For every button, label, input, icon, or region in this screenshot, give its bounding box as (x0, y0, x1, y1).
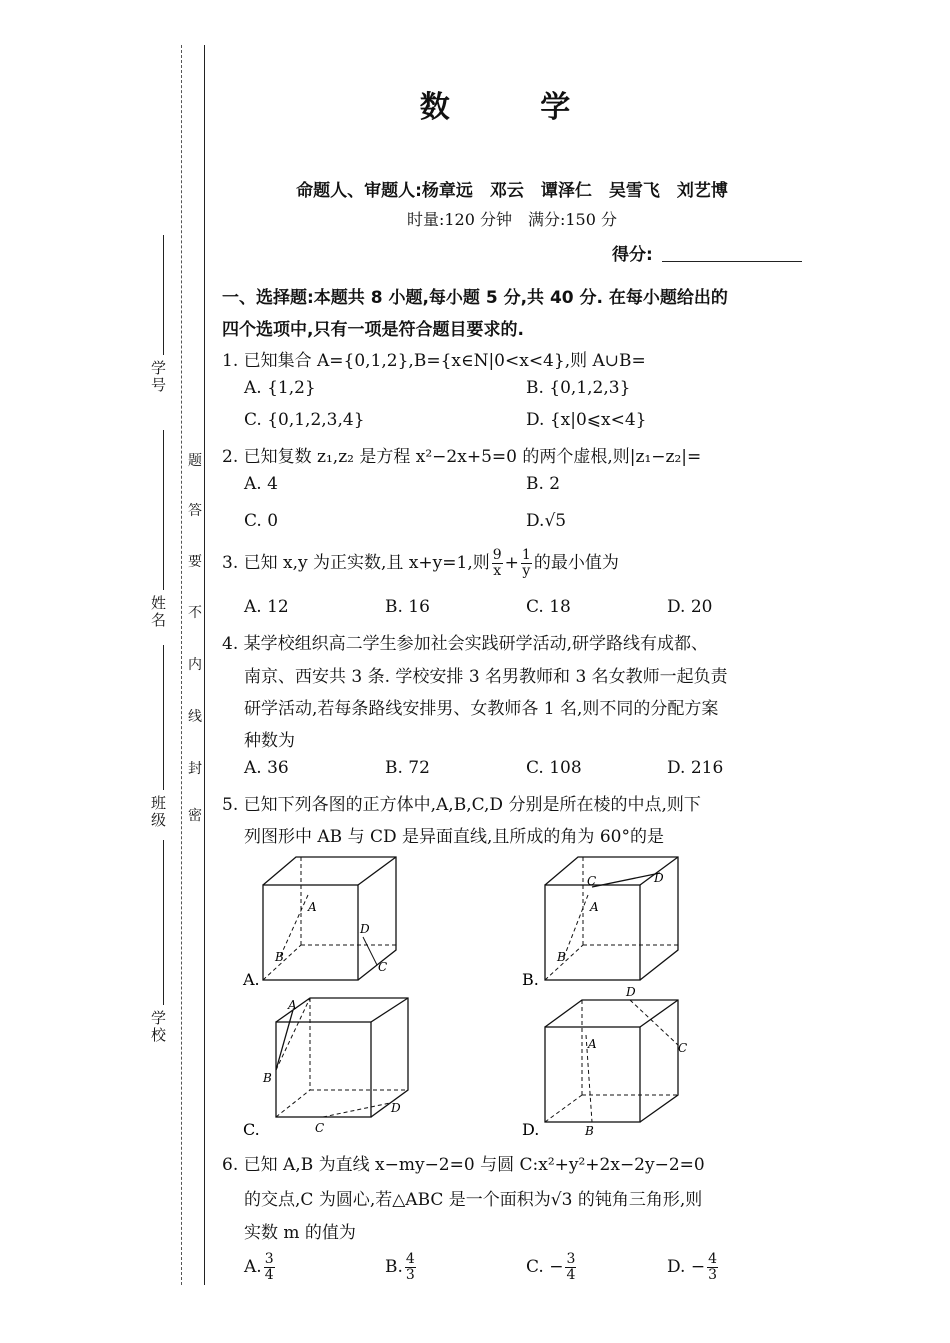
point-label: B (557, 950, 566, 964)
side-label-name: 姓名 (149, 595, 167, 629)
question-stem (222, 548, 812, 579)
denominator: y (522, 563, 531, 579)
point-label: D (654, 871, 664, 885)
option-prefix: C. − (526, 1257, 564, 1277)
option-d: D. 216 (667, 758, 724, 778)
option-prefix: D. (526, 511, 545, 531)
section-heading: 一、选择题:本题共 8 小题,每小题 5 分,共 40 分. 在每小题给出的 (222, 288, 728, 308)
question-stem: 种数为 (244, 731, 295, 751)
question-stem: 1. 已知集合 A={0,1,2},B={x∈N|0<x<4},则 A∪B= (222, 351, 646, 371)
name-blank (163, 430, 164, 590)
number-blank (163, 235, 164, 355)
option-d (667, 1252, 720, 1283)
section-heading: 四个选项中,只有一项是符合题目要求的. (222, 320, 524, 340)
score-label: 得分: (612, 245, 653, 265)
school-blank (163, 840, 164, 1005)
sqrt-value: √5 (544, 511, 567, 531)
denominator: 3 (708, 1267, 717, 1283)
numerator: 4 (405, 1251, 415, 1267)
stem-text: 的最小值为 (533, 553, 619, 573)
option-a (244, 1252, 277, 1283)
question-stem: 2. 已知复数 z₁,z₂ 是方程 x²−2x+5=0 的两个虚根,则|z₁−z₂|= (222, 447, 702, 467)
point-label: A (288, 998, 297, 1012)
seal-char: 线 (188, 709, 202, 725)
class-blank (163, 645, 164, 790)
authors-line: 命题人、审题人:杨章远 邓云 谭泽仁 吴雪飞 刘艺博 (296, 181, 728, 201)
fraction (492, 548, 503, 579)
option-a: A. 4 (244, 474, 278, 494)
point-label: C (315, 1121, 325, 1135)
numerator: 4 (708, 1251, 717, 1267)
denominator: 3 (405, 1267, 415, 1283)
question-stem: 实数 m 的值为 (244, 1223, 356, 1243)
option-b (385, 1252, 418, 1283)
question-stem: 4. 某学校组织高二学生参加社会实践研学活动,研学路线有成都、 (222, 634, 709, 654)
cube-figure-a (238, 855, 408, 990)
question-stem: 5. 已知下列各图的正方体中,A,B,C,D 分别是所在棱的中点,则下 (222, 795, 701, 815)
option-d (526, 511, 566, 531)
side-label-class: 班级 (149, 795, 167, 829)
point-label: C (587, 874, 597, 888)
seal-char: 内 (188, 657, 202, 673)
point-label: D (391, 1101, 401, 1115)
question-stem: 6. 已知 A,B 为直线 x−my−2=0 与圆 C:x²+y²+2x−2y−2=0 (222, 1155, 705, 1175)
figure-label: A. (243, 970, 260, 989)
fraction (565, 1252, 576, 1283)
option-a: A. {1,2} (244, 378, 316, 398)
denominator: x (493, 563, 502, 579)
page-title: 数 学 (419, 90, 611, 125)
side-label-school: 学校 (149, 1010, 167, 1044)
point-label: B (275, 950, 284, 964)
side-label-number: 学号 (149, 360, 167, 394)
cube-figure-b (520, 855, 690, 990)
option-prefix: B. (385, 1257, 403, 1277)
point-label: A (590, 900, 599, 914)
figure-label: C. (243, 1120, 260, 1139)
seal-char: 答 (188, 503, 202, 519)
numerator: 9 (492, 547, 502, 563)
seal-char: 不 (188, 605, 202, 621)
numerator: 1 (521, 547, 531, 563)
option-c (526, 1252, 578, 1283)
cube-figure-d (520, 985, 695, 1140)
point-label: D (626, 985, 636, 999)
seal-char: 题 (188, 453, 202, 469)
point-label: A (588, 1037, 597, 1051)
point-label: A (308, 900, 317, 914)
figure-label: B. (522, 970, 539, 989)
question-stem: 研学活动,若每条路线安排男、女教师各 1 名,则不同的分配方案 (244, 699, 719, 719)
denominator: 4 (566, 1267, 576, 1283)
seal-char: 要 (188, 554, 202, 570)
option-c: C. 18 (526, 597, 571, 617)
seal-char: 密 (188, 808, 202, 824)
seal-char: 封 (188, 761, 202, 777)
binding-solid-line (204, 45, 205, 1285)
fraction (707, 1252, 718, 1283)
stem-text: 3. 已知 x,y 为正实数,且 x+y=1,则 (222, 553, 490, 573)
numerator: 3 (566, 1251, 576, 1267)
option-a: A. 12 (244, 597, 289, 617)
fraction (405, 1252, 416, 1283)
cube-figure-c (238, 990, 413, 1140)
option-d: D. 20 (667, 597, 713, 617)
option-prefix: D. − (667, 1257, 706, 1277)
figure-label: D. (522, 1120, 540, 1139)
option-a: A. 36 (244, 758, 289, 778)
fraction (264, 1252, 275, 1283)
score-blank[interactable] (662, 261, 802, 262)
option-c: C. 0 (244, 511, 279, 531)
plus-sign: + (504, 553, 519, 573)
option-c: C. {0,1,2,3,4} (244, 410, 365, 430)
option-b: B. 2 (526, 474, 561, 494)
denominator: 4 (264, 1267, 274, 1283)
option-b: B. 16 (385, 597, 430, 617)
question-stem: 列图形中 AB 与 CD 是异面直线,且所成的角为 60°的是 (244, 827, 664, 847)
point-label: B (263, 1071, 272, 1085)
option-prefix: A. (244, 1257, 262, 1277)
numerator: 3 (264, 1251, 274, 1267)
fraction (521, 548, 532, 579)
question-stem: 的交点,C 为圆心,若△ABC 是一个面积为√3 的钝角三角形,则 (244, 1190, 703, 1210)
option-c: C. 108 (526, 758, 582, 778)
time-score-line: 时量:120 分钟 满分:150 分 (406, 210, 618, 229)
option-d: D. {x|0⩽x<4} (526, 410, 647, 430)
option-b: B. 72 (385, 758, 430, 778)
point-label: B (585, 1124, 594, 1138)
option-b: B. {0,1,2,3} (526, 378, 631, 398)
point-label: C (678, 1041, 688, 1055)
question-stem: 南京、西安共 3 条. 学校安排 3 名男教师和 3 名女教师一起负责 (244, 667, 728, 687)
point-label: C (378, 960, 388, 974)
fold-dashed-line (181, 45, 182, 1285)
point-label: D (360, 922, 370, 936)
